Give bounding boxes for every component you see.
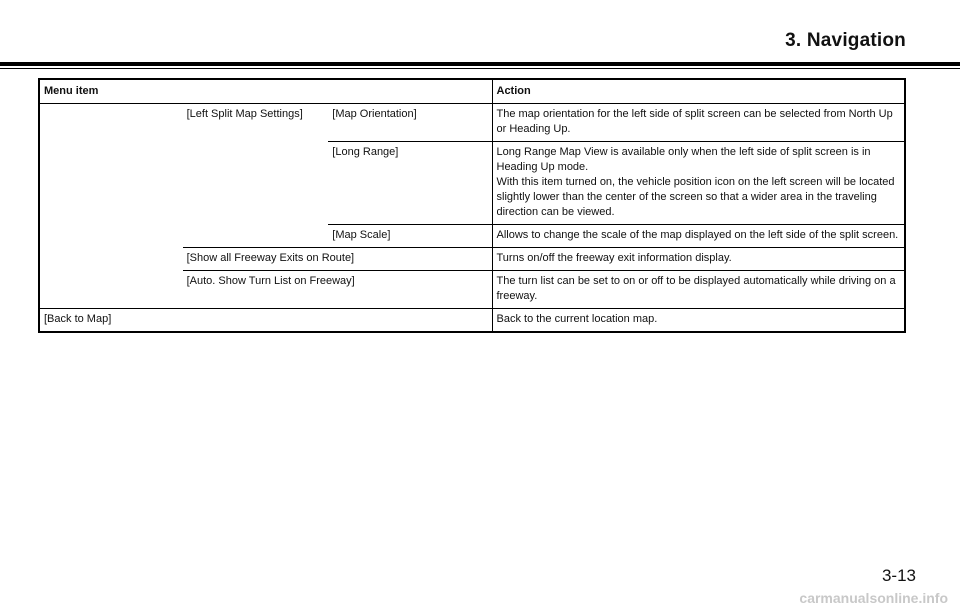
header-menu-item: Menu item bbox=[39, 79, 492, 104]
empty-cell bbox=[39, 104, 183, 309]
header-action: Action bbox=[492, 79, 905, 104]
action-line: With this item turned on, the vehicle position icon on the left screen will be located slightly lower than the center of the screen so that a wider area in the traveling direction can be viewed. bbox=[496, 176, 895, 218]
action-cell: Allows to change the scale of the map displayed on the left side of the split screen. bbox=[492, 225, 905, 248]
menu-cell-map-scale: [Map Scale] bbox=[328, 225, 492, 248]
menu-cell-map-orientation: [Map Orientation] bbox=[332, 108, 417, 120]
action-cell: Turns on/off the freeway exit information display. bbox=[492, 248, 905, 271]
menu-cell-back-to-map: [Back to Map] bbox=[39, 309, 492, 333]
action-cell: The turn list can be set to on or off to be displayed automatically while driving on a freeway. bbox=[492, 271, 905, 309]
menu-cell-show-all-freeway-exits: [Show all Freeway Exits on Route] bbox=[183, 248, 492, 271]
menu-cell-left-split-map-settings: [Left Split Map Settings] bbox=[186, 108, 303, 120]
action-cell: The map orientation for the left side of split screen can be selected from North Up or Heading Up. bbox=[492, 104, 905, 142]
action-cell bbox=[492, 142, 905, 225]
table-row bbox=[39, 104, 905, 142]
page-number: 3-13 bbox=[881, 566, 916, 585]
chapter-title: 3. Navigation bbox=[785, 30, 906, 51]
header-rule bbox=[0, 62, 960, 66]
action-cell: Back to the current location map. bbox=[492, 309, 905, 333]
watermark: carmanualsonline.info bbox=[799, 590, 948, 606]
table-header-row bbox=[39, 79, 905, 104]
menu-cell-auto-show-turn-list: [Auto. Show Turn List on Freeway] bbox=[183, 271, 492, 309]
menu-table bbox=[38, 78, 906, 333]
header-rule-thin bbox=[0, 68, 960, 69]
table-row bbox=[39, 309, 905, 333]
menu-cell-long-range: [Long Range] bbox=[328, 142, 492, 225]
action-line: Long Range Map View is available only when the left side of split screen is in Heading Up mode. bbox=[496, 146, 871, 173]
